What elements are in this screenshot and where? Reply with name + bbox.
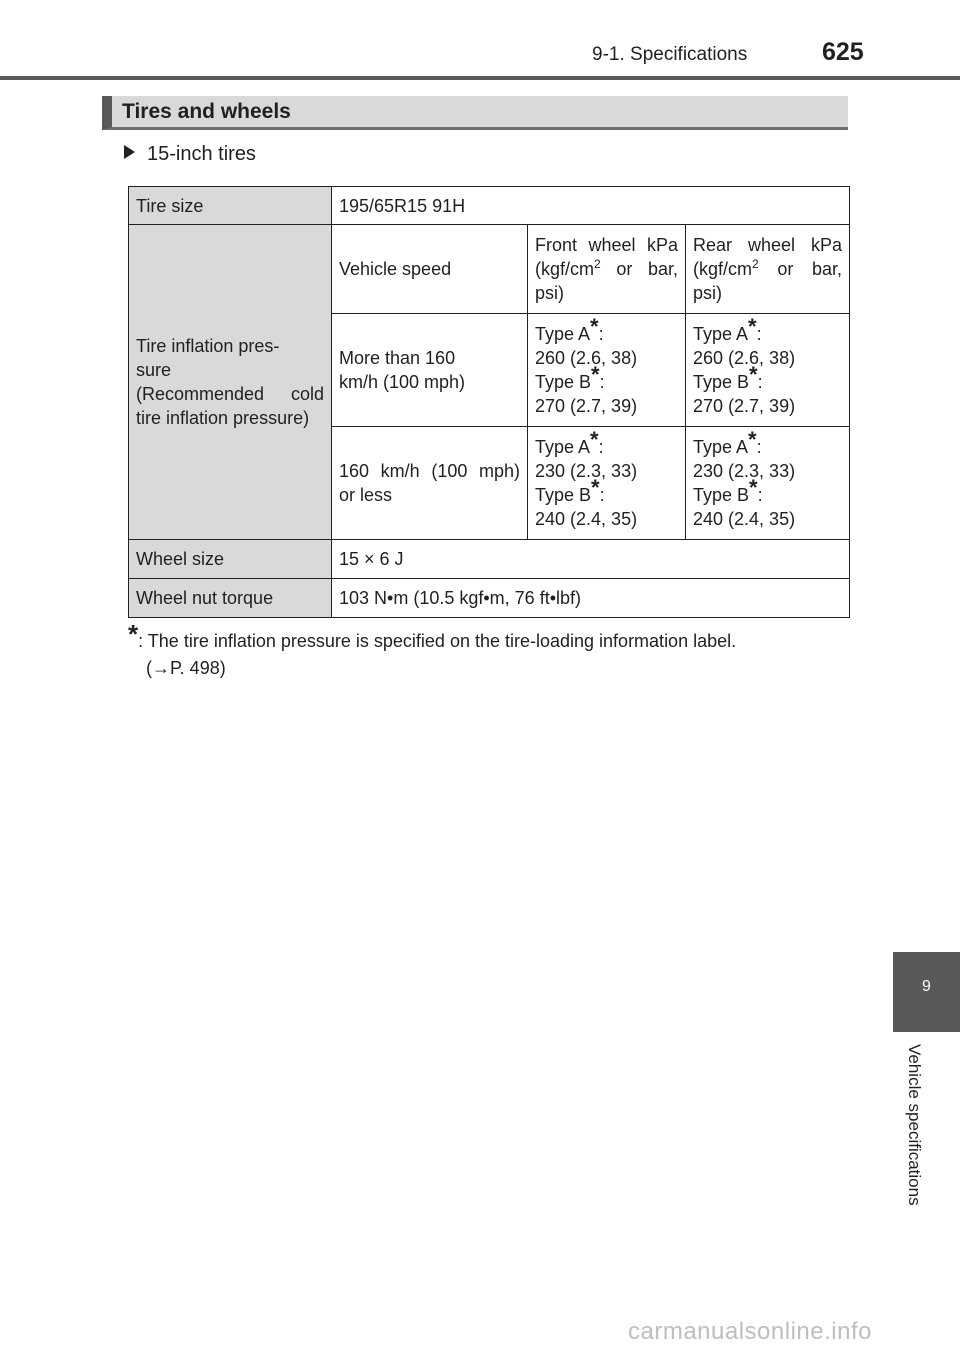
type-b-label: Type B <box>693 485 750 505</box>
rear-wheel-header-text: Rear wheel kPa (kgf/cm <box>693 235 843 279</box>
type-a-line: Type A*: <box>535 314 604 344</box>
type-b-line: Type B*: <box>693 475 763 505</box>
type-a-value: 230 (2.3, 33) <box>535 461 638 481</box>
type-b-value: 270 (2.7, 39) <box>693 396 796 416</box>
wheel-nut-torque-value: 103 N•m (10.5 kgf•m, 76 ft•lbf) <box>332 579 850 618</box>
type-b-label: Type B <box>693 372 750 392</box>
watermark: carmanualsonline.info <box>628 1318 872 1345</box>
asterisk-marker: * <box>590 427 599 452</box>
front-wheel-header <box>528 225 686 314</box>
footnote-text: : The tire inflation pressure is specified on the tire-loading information label. <box>138 631 737 651</box>
vehicle-speed-header: Vehicle speed <box>332 225 528 314</box>
type-b-label: Type B <box>535 485 592 505</box>
type-a-label: Type A <box>535 437 591 457</box>
inflation-pressure-label <box>129 225 332 540</box>
wheel-size-label: Wheel size <box>129 540 332 579</box>
wheel-nut-torque-label: Wheel nut torque <box>129 579 332 618</box>
header-divider <box>0 76 960 80</box>
section-heading-bar <box>102 96 848 130</box>
inflation-label-line3: (Recommended cold tire inflation pressure) <box>136 384 324 428</box>
speed-cell <box>332 314 528 427</box>
subheading <box>124 143 256 166</box>
type-b-line: Type B*: <box>535 362 605 392</box>
type-a-label: Type A <box>693 437 749 457</box>
type-a-label: Type A <box>693 324 749 344</box>
type-b-line: Type B*: <box>693 362 763 392</box>
triangle-bullet-icon <box>124 145 135 159</box>
type-b-value: 270 (2.7, 39) <box>535 396 638 416</box>
page-reference-link[interactable]: (→P. 498) <box>146 658 226 678</box>
asterisk-marker: * <box>749 362 758 387</box>
rear-pressure-cell <box>686 427 850 540</box>
asterisk-marker: * <box>748 314 757 339</box>
front-wheel-header-text: Front wheel kPa (kgf/cm <box>535 235 678 279</box>
tire-size-label: Tire size <box>129 187 332 225</box>
rear-pressure-cell <box>686 314 850 427</box>
section-heading: Tires and wheels <box>122 100 291 123</box>
type-a-line: Type A*: <box>535 427 604 457</box>
speed-cell: 160 km/h (100 mph) or less <box>332 427 528 540</box>
front-pressure-cell <box>528 427 686 540</box>
asterisk-marker: * <box>748 427 757 452</box>
tire-spec-table <box>128 186 850 618</box>
chapter-label: Vehicle specifications <box>905 1044 924 1206</box>
inflation-label-line1: Tire inflation pres- <box>136 336 280 356</box>
wheel-size-value: 15 × 6 J <box>332 540 850 579</box>
rear-wheel-header-sup: 2 <box>752 257 759 271</box>
subheading-text: 15-inch tires <box>147 143 256 165</box>
table-row <box>129 225 850 314</box>
footnote-asterisk: * <box>128 619 139 649</box>
type-a-value: 230 (2.3, 33) <box>693 461 796 481</box>
front-wheel-header-sup: 2 <box>594 257 601 271</box>
header-section-title: 9-1. Specifications <box>592 44 748 65</box>
type-a-value: 260 (2.6, 38) <box>693 348 796 368</box>
rear-wheel-header <box>686 225 850 314</box>
type-a-line: Type A*: <box>693 314 762 344</box>
type-a-value: 260 (2.6, 38) <box>535 348 638 368</box>
type-a-label: Type A <box>535 324 591 344</box>
type-b-label: Type B <box>535 372 592 392</box>
chapter-number: 9 <box>922 978 931 995</box>
asterisk-marker: * <box>591 475 600 500</box>
inflation-label-line2: sure <box>136 360 172 380</box>
asterisk-marker: * <box>591 362 600 387</box>
speed-text: More than 160 km/h (100 mph) <box>339 348 466 392</box>
chapter-tab[interactable] <box>893 952 960 1032</box>
tire-size-value: 195/65R15 91H <box>332 187 850 225</box>
front-pressure-cell <box>528 314 686 427</box>
front-wheel-header-tail: or bar, psi) <box>535 259 678 303</box>
type-b-value: 240 (2.4, 35) <box>535 509 638 529</box>
table-row <box>129 187 850 225</box>
asterisk-marker: * <box>749 475 758 500</box>
table-row <box>129 540 850 579</box>
type-b-value: 240 (2.4, 35) <box>693 509 796 529</box>
type-a-line: Type A*: <box>693 427 762 457</box>
asterisk-marker: * <box>590 314 599 339</box>
type-b-line: Type B*: <box>535 475 605 505</box>
rear-wheel-header-tail: or bar, psi) <box>693 259 843 303</box>
page-number: 625 <box>822 38 864 66</box>
table-row <box>129 579 850 618</box>
footnote <box>128 619 858 682</box>
